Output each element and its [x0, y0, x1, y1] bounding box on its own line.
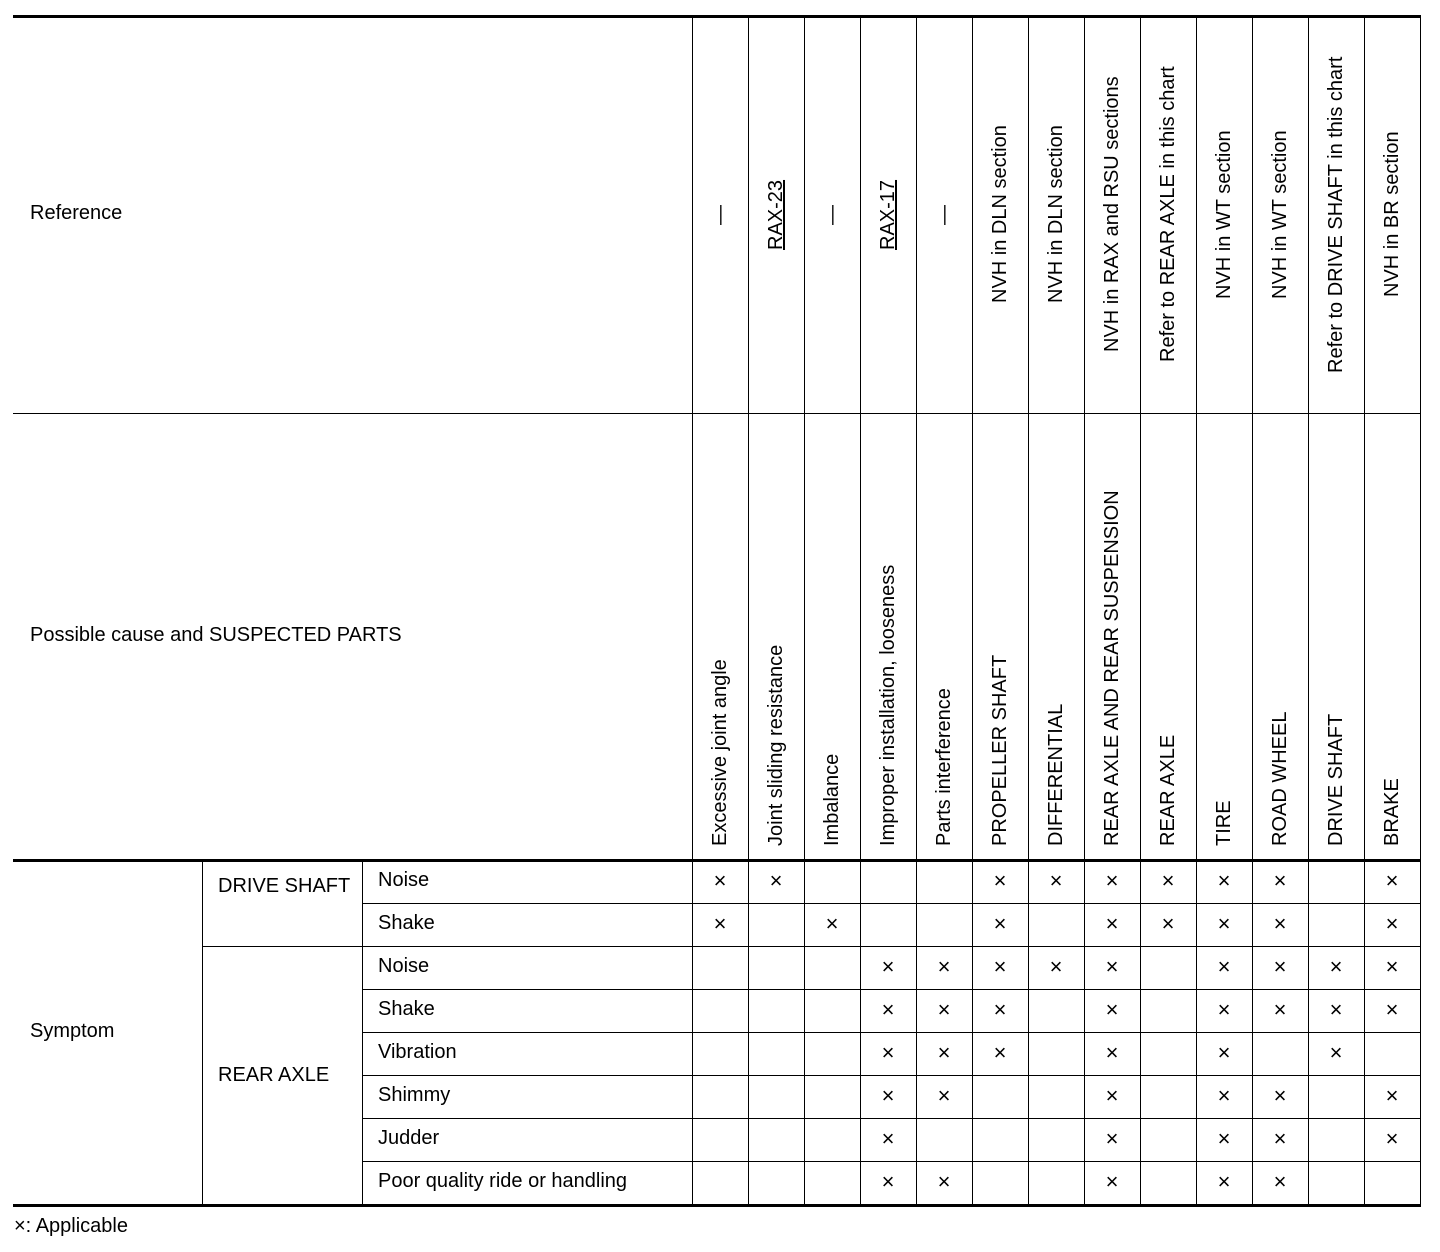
applicable-mark: ×: [1217, 868, 1231, 893]
symptom-header: Symptom: [30, 1020, 115, 1042]
cause-label: Improper installation, looseness: [877, 564, 899, 846]
applicable-mark: ×: [1105, 1126, 1119, 1151]
applicable-mark: ×: [993, 954, 1007, 979]
applicable-mark: ×: [881, 1126, 895, 1151]
applicable-mark: ×: [993, 997, 1007, 1022]
applicable-mark: ×: [993, 868, 1007, 893]
applicable-mark: ×: [1385, 997, 1399, 1022]
applicable-mark: ×: [1273, 868, 1287, 893]
cause-label: DIFFERENTIAL: [1045, 703, 1067, 846]
reference-label: —: [933, 204, 955, 225]
applicable-mark: ×: [1385, 911, 1399, 936]
applicable-mark: ×: [1217, 1040, 1231, 1065]
applicable-mark: ×: [993, 1040, 1007, 1065]
cause-label: DRIVE SHAFT: [1325, 713, 1347, 846]
applicable-mark: ×: [1385, 1126, 1399, 1151]
applicable-mark: ×: [769, 868, 783, 893]
applicable-mark: ×: [1329, 954, 1343, 979]
reference-label: NVH in DLN section: [1045, 125, 1067, 304]
cause-label: Excessive joint angle: [709, 659, 731, 846]
cause-label: REAR AXLE AND REAR SUSPENSION: [1101, 490, 1123, 846]
applicable-mark: ×: [881, 1169, 895, 1194]
applicable-mark: ×: [1049, 868, 1063, 893]
applicable-mark: ×: [1161, 868, 1175, 893]
symptom-label: Noise: [378, 955, 430, 977]
reference-label: —: [709, 204, 731, 225]
reference-label: NVH in RAX and RSU sections: [1101, 76, 1123, 353]
applicable-mark: ×: [713, 868, 727, 893]
applicable-mark: ×: [1217, 1126, 1231, 1151]
possible-cause-header: Possible cause and SUSPECTED PARTS: [30, 624, 402, 646]
symptom-group-label: REAR AXLE: [218, 1064, 330, 1086]
applicable-mark: ×: [1217, 954, 1231, 979]
reference-label: NVH in WT section: [1269, 130, 1291, 299]
symptom-label: Judder: [378, 1127, 440, 1149]
cause-label: REAR AXLE: [1157, 734, 1179, 846]
applicable-mark: ×: [937, 997, 951, 1022]
reference-header: Reference: [30, 202, 123, 224]
applicable-mark: ×: [881, 1083, 895, 1108]
symptom-label: Shake: [378, 998, 435, 1020]
applicable-mark: ×: [1105, 1169, 1119, 1194]
header-bottom-rule: [13, 859, 1421, 862]
applicable-mark: ×: [1217, 911, 1231, 936]
reference-bottom-rule: [13, 413, 1421, 414]
row-divider: [362, 1075, 1421, 1076]
applicable-mark: ×: [1273, 1169, 1287, 1194]
cause-label: Parts interference: [933, 688, 955, 846]
column-divider: [1420, 16, 1421, 1205]
applicable-mark: ×: [1385, 954, 1399, 979]
applicable-mark: ×: [937, 954, 951, 979]
table-bottom-rule: [13, 1204, 1421, 1207]
symptom-label: Poor quality ride or handling: [378, 1170, 628, 1192]
symptom-label: Vibration: [378, 1041, 457, 1063]
applicable-mark: ×: [937, 1169, 951, 1194]
footnote-applicable: ×: Applicable: [14, 1215, 128, 1237]
group-divider: [202, 946, 1421, 947]
applicable-mark: ×: [1273, 911, 1287, 936]
applicable-mark: ×: [881, 1040, 895, 1065]
row-divider: [362, 1161, 1421, 1162]
applicable-mark: ×: [1105, 1083, 1119, 1108]
reference-label: Refer to DRIVE SHAFT in this chart: [1325, 56, 1347, 373]
cause-label: PROPELLER SHAFT: [989, 654, 1011, 846]
applicable-mark: ×: [881, 997, 895, 1022]
row-divider: [362, 1032, 1421, 1033]
reference-link[interactable]: RAX-17: [877, 179, 899, 250]
applicable-mark: ×: [1161, 911, 1175, 936]
cause-label: Joint sliding resistance: [765, 644, 787, 846]
applicable-mark: ×: [713, 911, 727, 936]
applicable-mark: ×: [1049, 954, 1063, 979]
group-column-divider: [202, 860, 203, 1205]
column-divider: [1028, 16, 1029, 1205]
column-divider: [916, 16, 917, 1205]
applicable-mark: ×: [1329, 1040, 1343, 1065]
applicable-mark: ×: [1273, 1083, 1287, 1108]
cause-label: ROAD WHEEL: [1269, 711, 1291, 846]
column-divider: [1308, 16, 1309, 1205]
row-divider: [362, 989, 1421, 990]
symptom-label: Shake: [378, 912, 435, 934]
reference-label: —: [821, 204, 843, 225]
table-top-rule: [13, 15, 1421, 18]
cause-label: BRAKE: [1381, 778, 1403, 846]
cause-label: Imbalance: [821, 753, 843, 846]
symptom-label: Noise: [378, 869, 430, 891]
applicable-mark: ×: [1329, 997, 1343, 1022]
applicable-mark: ×: [937, 1083, 951, 1108]
applicable-mark: ×: [1105, 997, 1119, 1022]
column-divider: [1252, 16, 1253, 1205]
reference-label: NVH in BR section: [1381, 131, 1403, 298]
applicable-mark: ×: [1217, 1169, 1231, 1194]
column-divider: [748, 16, 749, 1205]
column-divider: [1196, 16, 1197, 1205]
column-divider: [692, 16, 693, 1205]
applicable-mark: ×: [937, 1040, 951, 1065]
column-divider: [1364, 16, 1365, 1205]
symptom-group-label: DRIVE SHAFT: [218, 875, 351, 897]
column-divider: [804, 16, 805, 1205]
applicable-mark: ×: [881, 954, 895, 979]
reference-link[interactable]: RAX-23: [765, 179, 787, 250]
applicable-mark: ×: [1273, 1126, 1287, 1151]
reference-label: NVH in WT section: [1213, 130, 1235, 299]
applicable-mark: ×: [1385, 868, 1399, 893]
applicable-mark: ×: [1385, 1083, 1399, 1108]
column-divider: [860, 16, 861, 1205]
applicable-mark: ×: [1273, 997, 1287, 1022]
column-divider: [1084, 16, 1085, 1205]
reference-label: Refer to REAR AXLE in this chart: [1157, 66, 1179, 363]
applicable-mark: ×: [1105, 911, 1119, 936]
applicable-mark: ×: [1273, 954, 1287, 979]
column-divider: [1140, 16, 1141, 1205]
applicable-mark: ×: [1105, 954, 1119, 979]
reference-label: NVH in DLN section: [989, 125, 1011, 304]
row-divider: [362, 1118, 1421, 1119]
cause-label: TIRE: [1213, 800, 1235, 846]
row-divider: [362, 903, 1421, 904]
applicable-mark: ×: [1217, 997, 1231, 1022]
applicable-mark: ×: [825, 911, 839, 936]
symptom-label: Shimmy: [378, 1084, 451, 1106]
applicable-mark: ×: [993, 911, 1007, 936]
column-divider: [972, 16, 973, 1205]
applicable-mark: ×: [1217, 1083, 1231, 1108]
applicable-mark: ×: [1105, 868, 1119, 893]
applicable-mark: ×: [1105, 1040, 1119, 1065]
